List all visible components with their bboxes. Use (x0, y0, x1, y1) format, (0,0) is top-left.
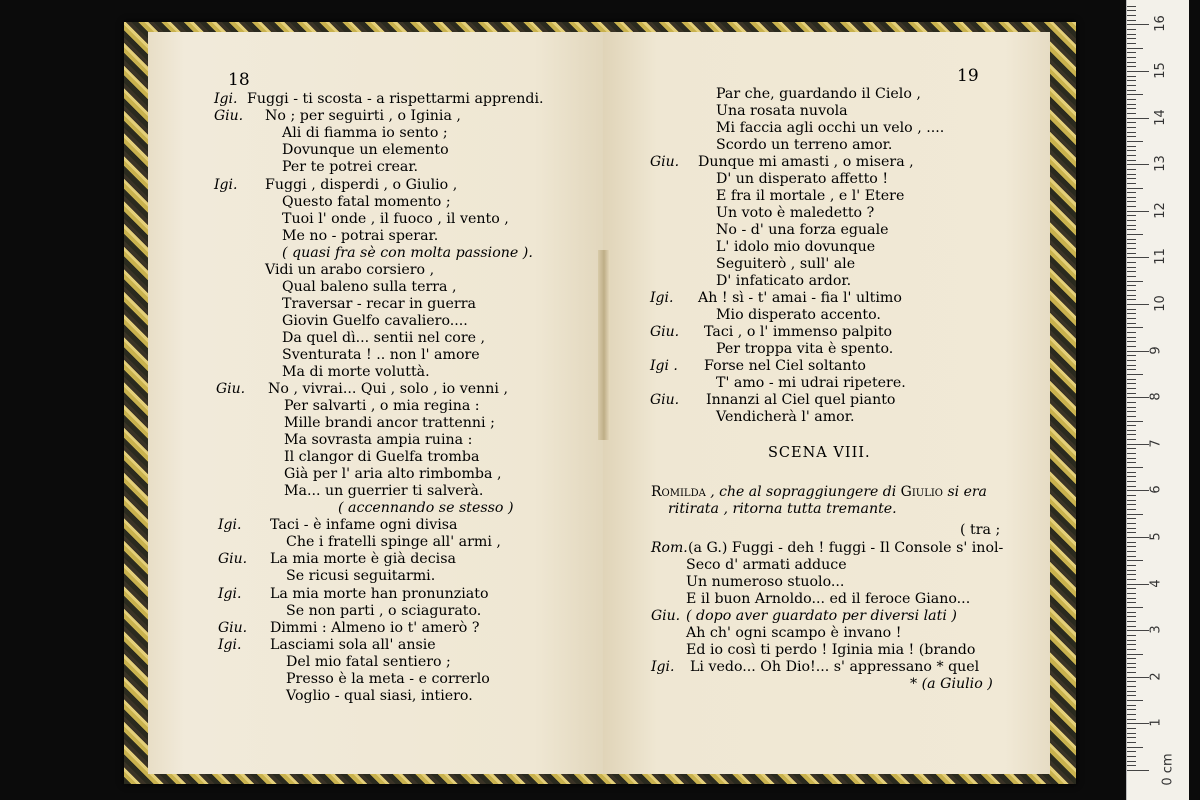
ruler-tick (1127, 220, 1136, 221)
verse-line: Ed io così ti perdo ! Iginia mia ! (brando (686, 642, 976, 658)
speaker-label: Igi. (214, 177, 238, 193)
verse-line: Per troppa vita è spento. (716, 341, 894, 357)
verse-line: Li vedo... Oh Dio!... s' appressano * quel (690, 659, 980, 675)
verse-line: D' infaticato ardor. (716, 273, 852, 289)
stage-direction-text: ritirata , ritorna tutta tremante. (668, 501, 897, 517)
ruler-tick (1127, 48, 1143, 49)
ruler-tick (1127, 52, 1136, 53)
verse-line: Un voto è maledetto ? (716, 205, 875, 221)
ruler-tick (1127, 239, 1136, 240)
verse-line: Voglio - qual siasi, intiero. (286, 688, 473, 704)
ruler-tick (1127, 127, 1136, 128)
verse-line: Dunque mi amasti , o misera , (698, 154, 914, 170)
ruler-tick (1127, 425, 1136, 426)
ruler-tick (1127, 681, 1136, 682)
verse-line: No ; per seguirti , o Iginia , (265, 108, 461, 124)
ruler-tick (1127, 728, 1136, 729)
ruler-tick (1127, 719, 1136, 720)
ruler-tick (1127, 556, 1136, 557)
ruler-tick (1127, 421, 1143, 422)
ruler-tick (1127, 276, 1136, 277)
ruler-tick (1127, 34, 1136, 35)
book-gutter (598, 250, 610, 440)
ruler-tick (1127, 695, 1136, 696)
ruler-tick (1127, 24, 1149, 25)
ruler-tick (1127, 677, 1149, 678)
ruler-tick (1127, 160, 1136, 161)
ruler-tick (1127, 551, 1136, 552)
ruler-tick (1127, 407, 1136, 408)
verse-line: Già per l' aria alto rimbomba , (284, 466, 502, 482)
ruler-tick (1127, 621, 1136, 622)
verse-line: Per salvarti , o mia regina : (284, 398, 480, 414)
ruler-tick (1127, 146, 1136, 147)
verse-line: Scordo un terreno amor. (716, 137, 893, 153)
speaker-label: Igi. (218, 637, 242, 653)
ruler-tick (1127, 253, 1136, 254)
verse-line: Che i fratelli spinge all' armi , (286, 534, 501, 550)
ruler-label: 4 (1148, 578, 1164, 588)
verse-line: La mia morte è già decisa (270, 551, 456, 567)
ruler-tick (1127, 104, 1136, 105)
ruler-tick (1127, 197, 1136, 198)
ruler-tick (1127, 640, 1136, 641)
verse-line: Par che, guardando il Cielo , (716, 86, 921, 102)
ruler-tick (1127, 215, 1136, 216)
ruler-tick (1127, 500, 1136, 501)
ruler-tick (1127, 201, 1136, 202)
verse-line: Da quel dì... sentii nel core , (282, 330, 486, 346)
verse-line: Forse nel Ciel soltanto (704, 358, 866, 374)
ruler-tick (1127, 136, 1136, 137)
ruler-tick (1127, 723, 1149, 724)
verse-line: Qual baleno sulla terra , (282, 279, 457, 295)
ruler-tick (1127, 99, 1136, 100)
ruler-tick (1127, 397, 1149, 398)
ruler-tick (1127, 523, 1136, 524)
ruler-tick (1127, 546, 1136, 547)
verse-line: E fra il mortale , e l' Etere (716, 188, 905, 204)
ruler-tick (1127, 122, 1136, 123)
verse-line: Tuoi l' onde , il fuoco , il vento , (282, 211, 509, 227)
ruler-tick (1127, 295, 1136, 296)
ruler-tick (1127, 304, 1149, 305)
speaker-label: Giu. (216, 381, 246, 397)
ruler-tick (1127, 570, 1136, 571)
ruler-label: 9 (1148, 345, 1164, 355)
ruler-tick (1127, 700, 1143, 701)
ruler-label: 14 (1152, 108, 1168, 126)
speaker-label: Igi. (650, 290, 674, 306)
ruler-tick (1127, 388, 1136, 389)
stage-direction: ( dopo aver guardato per diversi lati ) (686, 608, 957, 624)
speaker-label: Giu. (651, 608, 681, 624)
verse-line: T' amo - mi udrai ripetere. (716, 375, 906, 391)
ruler-tick (1127, 458, 1136, 459)
ruler-tick (1127, 649, 1136, 650)
ruler-tick (1127, 532, 1136, 533)
ruler-tick (1127, 271, 1136, 272)
stage-direction-text: ( tra ; (960, 522, 1001, 538)
speaker-label: Igi. (651, 659, 675, 675)
ruler-tick (1127, 593, 1136, 594)
ruler-tick (1127, 351, 1149, 352)
ruler-tick (1127, 751, 1136, 752)
ruler-tick (1127, 434, 1136, 435)
ruler-label: 3 (1148, 625, 1164, 634)
ruler-tick (1127, 6, 1136, 7)
verse-line: Dimmi : Almeno io t' amerò ? (270, 620, 480, 636)
ruler-tick (1127, 565, 1136, 566)
stage-direction: ( quasi fra sè con molta passione ). (282, 245, 533, 261)
ruler-tick (1127, 211, 1149, 212)
ruler-tick (1127, 355, 1136, 356)
ruler-tick (1127, 514, 1143, 515)
ruler-tick (1127, 66, 1136, 67)
verse-line: Del mio fatal sentiero ; (286, 654, 451, 670)
verse-line: Taci , o l' immenso palpito (704, 324, 893, 340)
ruler-tick (1127, 705, 1136, 706)
ruler-tick (1127, 257, 1149, 258)
ruler-tick (1127, 62, 1136, 63)
ruler-tick (1127, 691, 1136, 692)
verse-line: Se non parti , o sciagurato. (286, 603, 482, 619)
ruler-tick (1127, 225, 1136, 226)
ruler-tick (1127, 267, 1136, 268)
ruler-tick (1127, 472, 1136, 473)
ruler-tick (1127, 411, 1136, 412)
ruler-tick (1127, 332, 1136, 333)
ruler-tick (1127, 76, 1136, 77)
verse-line: Mio disperato accento. (716, 307, 881, 323)
verse-line: Taci - è infame ogni divisa (270, 517, 458, 533)
ruler-tick (1127, 467, 1143, 468)
verse-line: Questo fatal momento ; (282, 194, 451, 210)
speaker-label: Rom. (651, 540, 688, 556)
ruler-tick (1127, 714, 1136, 715)
verse-line: Vidi un arabo corsiero , (265, 262, 435, 278)
ruler-tick (1127, 495, 1136, 496)
ruler-tick (1127, 71, 1149, 72)
ruler-tick (1127, 365, 1136, 366)
ruler-tick (1127, 229, 1136, 230)
stage-direction: * (a Giulio ) (910, 676, 993, 692)
speaker-label: Giu. (650, 392, 680, 408)
ruler-tick (1127, 448, 1136, 449)
ruler-tick (1127, 318, 1136, 319)
ruler-tick (1127, 672, 1136, 673)
ruler-tick (1127, 309, 1136, 310)
ruler-tick (1127, 174, 1136, 175)
ruler-tick (1127, 574, 1136, 575)
verse-line: Ma... un guerrier ti salverà. (284, 483, 484, 499)
verse-line: Ah ch' ogni scampo è invano ! (686, 625, 902, 641)
verse-line: La mia morte han pronunziato (270, 586, 489, 602)
ruler-tick (1127, 430, 1136, 431)
ruler-label: 12 (1152, 202, 1168, 219)
verse-line: (a G.) Fuggi - deh ! fuggi - Il Console s' inol- (688, 540, 1004, 556)
verse-line: Dovunque un elemento (282, 142, 449, 158)
ruler-tick (1127, 178, 1136, 179)
speaker-label: Igi . (650, 358, 678, 374)
ruler-tick (1127, 108, 1136, 109)
ruler-tick (1127, 94, 1143, 95)
ruler-tick (1127, 337, 1136, 338)
ruler-tick (1127, 658, 1136, 659)
ruler-tick (1127, 80, 1136, 81)
ruler-tick (1127, 188, 1143, 189)
verse-line: D' un disperato affetto ! (716, 171, 889, 187)
verse-line: Seco d' armati adduce (686, 557, 847, 573)
speaker-label: Giu. (218, 620, 248, 636)
verse-line: L' idolo mio dovunque (716, 239, 876, 255)
ruler-label: 1 (1148, 718, 1164, 728)
verse-line: Fuggi , disperdi , o Giulio , (265, 177, 458, 193)
ruler-tick (1127, 243, 1136, 244)
verse-line: Vendicherà l' amor. (716, 409, 855, 425)
verse-line: No - d' una forza eguale (716, 222, 889, 238)
ruler-tick (1127, 607, 1143, 608)
ruler-tick (1127, 281, 1143, 282)
character-name: Giulio (900, 484, 944, 500)
verse-line: Fuggi - ti scosta - a rispettarmi apprendi. (247, 91, 544, 107)
ruler-tick (1127, 504, 1136, 505)
ruler-tick (1127, 379, 1136, 380)
ruler-tick (1127, 742, 1136, 743)
ruler-label: 7 (1148, 439, 1164, 448)
ruler-tick (1127, 234, 1143, 235)
ruler-tick (1127, 476, 1136, 477)
ruler-tick (1127, 709, 1136, 710)
verse-line: Mi faccia agli occhi un velo , .... (716, 120, 945, 136)
ruler-tick (1127, 383, 1136, 384)
ruler-tick (1127, 360, 1136, 361)
verse-line: E il buon Arnoldo... ed il feroce Giano... (686, 591, 971, 607)
ruler-tick (1127, 518, 1136, 519)
ruler-tick (1127, 747, 1143, 748)
stage-direction-text: , che al sopraggiungere di (710, 484, 897, 500)
stage-direction: ( accennando se stesso ) (338, 500, 514, 516)
ruler-tick (1127, 118, 1149, 119)
ruler-tick (1127, 588, 1136, 589)
verse-line: Un numeroso stuolo... (686, 574, 845, 590)
ruler-label: 16 (1152, 15, 1168, 33)
ruler-tick (1127, 327, 1143, 328)
ruler-tick (1127, 85, 1136, 86)
ruler-tick (1127, 490, 1149, 491)
ruler-tick (1127, 602, 1136, 603)
ruler-label: 8 (1148, 392, 1164, 401)
ruler-label: 0 cm (1160, 753, 1176, 786)
ruler-tick (1127, 481, 1136, 482)
ruler-tick (1127, 38, 1136, 39)
verse-line: Giovin Guelfo cavaliero.... (282, 313, 468, 329)
ruler-tick (1127, 486, 1136, 487)
ruler-tick (1127, 644, 1136, 645)
ruler-tick (1127, 584, 1149, 585)
ruler-tick (1127, 290, 1136, 291)
ruler-tick (1127, 509, 1136, 510)
ruler-tick (1127, 262, 1136, 263)
ruler-tick (1127, 635, 1136, 636)
verse-line: Me no - potrai sperar. (282, 228, 439, 244)
ruler-tick (1127, 206, 1136, 207)
verse-line: No , vivrai... Qui , solo , io venni , (268, 381, 508, 397)
speaker-label: Igi. (214, 91, 238, 107)
verse-line: Se ricusi seguitarmi. (286, 568, 436, 584)
ruler-tick (1127, 164, 1149, 165)
ruler-tick (1127, 560, 1143, 561)
verse-line: Innanzi al Ciel quel pianto (706, 392, 896, 408)
speaker-label: Giu. (650, 154, 680, 170)
ruler-tick (1127, 393, 1136, 394)
speaker-label: Igi. (218, 517, 242, 533)
ruler-tick (1127, 248, 1136, 249)
ruler-tick (1127, 453, 1136, 454)
character-name: Romilda (651, 484, 706, 500)
ruler-tick (1127, 183, 1136, 184)
ruler-tick (1127, 113, 1136, 114)
speaker-label: Igi. (218, 586, 242, 602)
ruler-tick (1127, 169, 1136, 170)
ruler-label: 6 (1148, 485, 1164, 495)
verse-line: Traversar - recar in guerra (282, 296, 476, 312)
page-number-left: 18 (228, 70, 250, 90)
ruler-tick (1127, 439, 1136, 440)
ruler-tick (1127, 341, 1136, 342)
ruler-tick (1127, 29, 1136, 30)
speaker-label: Giu. (214, 108, 244, 124)
ruler-tick (1127, 663, 1136, 664)
verse-line: Il clangor di Guelfa tromba (284, 449, 480, 465)
ruler-tick (1127, 626, 1136, 627)
ruler-tick (1127, 90, 1136, 91)
verse-line: Seguiterò , sull' ale (716, 256, 856, 272)
ruler-tick (1127, 761, 1136, 762)
stage-direction (651, 485, 987, 499)
stage-direction-text: si era (947, 484, 987, 500)
verse-line: Una rosata nuvola (716, 103, 848, 119)
verse-line: Ah ! sì - t' amai - fia l' ultimo (698, 290, 902, 306)
ruler-tick (1127, 323, 1136, 324)
ruler-tick (1127, 528, 1136, 529)
ruler-tick (1127, 43, 1136, 44)
ruler-tick (1127, 313, 1136, 314)
speaker-label: Giu. (218, 551, 248, 567)
speaker-label: Giu. (650, 324, 680, 340)
ruler-tick (1127, 155, 1136, 156)
ruler-tick (1127, 579, 1136, 580)
ruler-tick (1127, 402, 1136, 403)
ruler-tick (1127, 462, 1136, 463)
ruler-tick (1127, 765, 1136, 766)
verse-line: Ali di fiamma io sento ; (282, 125, 448, 141)
ruler-tick (1127, 369, 1136, 370)
ruler-tick (1127, 57, 1136, 58)
verse-line: Presso è la meta - e correrlo (286, 671, 490, 687)
ruler-tick (1127, 616, 1136, 617)
ruler-tick (1127, 141, 1143, 142)
ruler-tick (1127, 10, 1136, 11)
ruler-tick (1127, 299, 1136, 300)
ruler-label: 5 (1148, 532, 1164, 541)
verse-line: Sventurata ! .. non l' amore (282, 347, 480, 363)
ruler-tick (1127, 374, 1143, 375)
ruler-tick (1127, 686, 1136, 687)
ruler-tick (1127, 598, 1136, 599)
ruler-label: 13 (1152, 155, 1168, 172)
ruler-tick (1127, 346, 1136, 347)
ruler-label: 10 (1152, 295, 1168, 312)
ruler-tick (1127, 737, 1136, 738)
ruler-tick (1127, 15, 1136, 16)
verse-line: Lasciami sola all' ansie (270, 637, 436, 653)
ruler-tick (1127, 444, 1149, 445)
verse-line: Ma sovrasta ampia ruina : (284, 432, 473, 448)
verse-line: Ma di morte voluttà. (282, 364, 430, 380)
ruler-tick (1127, 612, 1136, 613)
verse-line: Mille brandi ancor trattenni ; (284, 415, 495, 431)
ruler-tick (1127, 285, 1136, 286)
ruler-label: 11 (1152, 248, 1168, 266)
ruler-tick (1127, 733, 1136, 734)
ruler-tick (1127, 416, 1136, 417)
ruler-tick (1127, 654, 1143, 655)
ruler-tick (1127, 770, 1149, 771)
page-number-right: 19 (957, 66, 979, 86)
ruler-tick (1127, 20, 1136, 21)
ruler-tick (1127, 542, 1136, 543)
ruler-tick (1127, 630, 1149, 631)
ruler-tick (1127, 537, 1149, 538)
ruler-tick (1127, 192, 1136, 193)
ruler-tick (1127, 150, 1136, 151)
ruler-label: 2 (1148, 672, 1164, 681)
scene-title: SCENA VIII. (768, 445, 871, 461)
ruler-tick (1127, 667, 1136, 668)
verse-line: Per te potrei crear. (282, 159, 419, 175)
ruler-tick (1127, 132, 1136, 133)
ruler-tick (1127, 756, 1136, 757)
ruler-label: 15 (1152, 62, 1168, 79)
